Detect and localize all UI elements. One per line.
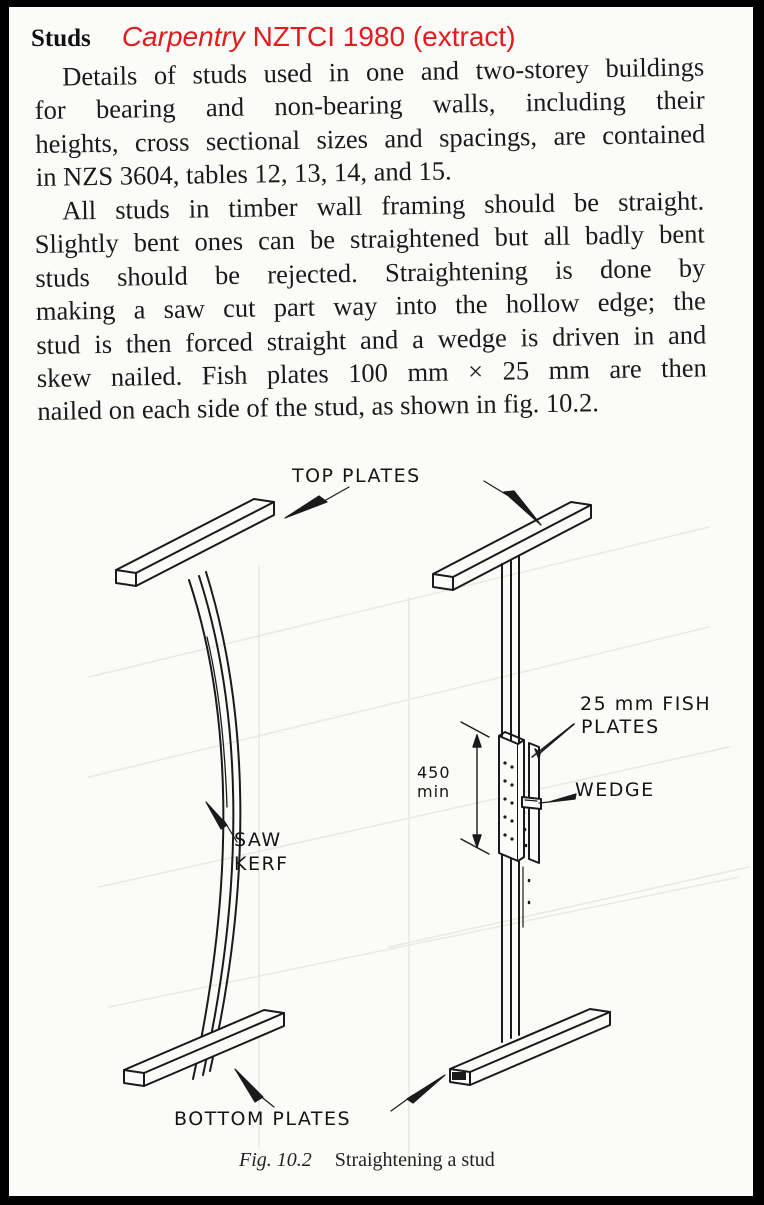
label-dimension-unit: min (417, 782, 451, 801)
section-heading: Studs (31, 25, 91, 52)
stud-diagram (9, 447, 753, 1196)
front-fish-plate (499, 732, 524, 861)
paragraph-line: for bearing and non-bearing walls, including their (34, 84, 705, 126)
dimension-line (461, 722, 489, 854)
source-note-italic: Carpentry (121, 21, 245, 52)
label-fish-plates-line2: PLATES (581, 716, 660, 738)
left-top-plate (116, 499, 274, 586)
label-fish-plates-line1: 25 mm FISH (580, 693, 712, 715)
arrow-bottom-plates-left (235, 1069, 274, 1107)
arrow-wedge (539, 794, 576, 803)
figure-caption (239, 1149, 495, 1172)
arrow-bottom-plates-right (391, 1075, 445, 1111)
show-through-background (89, 527, 749, 1167)
arrow-top-plates-right (484, 481, 541, 525)
paragraph-line: Details of studs used in one and two-storey buildings (62, 51, 705, 92)
paragraph-line: All studs in timber wall framing should be straight. (62, 185, 705, 226)
label-top-plates: TOP PLATES (292, 465, 421, 487)
label-bottom-plates: BOTTOM PLATES (174, 1108, 352, 1130)
label-kerf: KERF (234, 853, 289, 875)
source-note (122, 21, 516, 52)
paragraph-line: skew nailed. Fish plates 100 mm × 25 mm are then (36, 352, 708, 394)
bent-stud (189, 572, 240, 1079)
figure-straightening-stud (9, 447, 753, 1196)
label-wedge: WEDGE (575, 779, 655, 801)
arrow-fish-plates (532, 724, 574, 759)
paragraph-line: studs should be rejected. Straightening is done by (35, 252, 706, 293)
heading-row (31, 21, 516, 53)
right-bottom-plate (450, 1009, 610, 1085)
paragraph-line: in NZS 3604, tables 12, 13, 14, and 15. (35, 155, 452, 193)
figure-number: Fig. 10.2 (239, 1149, 312, 1171)
paragraph-line: Slightly bent ones can be straightened but all badly bent (34, 218, 705, 260)
document-page (9, 7, 753, 1196)
label-dimension-value: 450 (417, 763, 451, 782)
paragraph-line: heights, cross sectional sizes and spacings, are contained (35, 118, 706, 159)
arrow-top-plates-left (285, 487, 349, 518)
paragraph-line: making a saw cut part way into the hollow edge; the (35, 285, 706, 327)
paragraph-1 (34, 50, 706, 194)
figure-caption-text: Straightening a stud (334, 1149, 495, 1171)
paragraph-line: stud is then forced straight and a wedge is driven in and (36, 319, 707, 360)
source-note-rest: NZTCI 1980 (extract) (252, 21, 516, 52)
wedge-shape (522, 797, 541, 809)
label-saw: SAW (234, 829, 282, 851)
paragraph-2 (34, 184, 708, 428)
paragraph-line: nailed on each side of the stud, as shown in fig. 10.2. (37, 387, 600, 427)
